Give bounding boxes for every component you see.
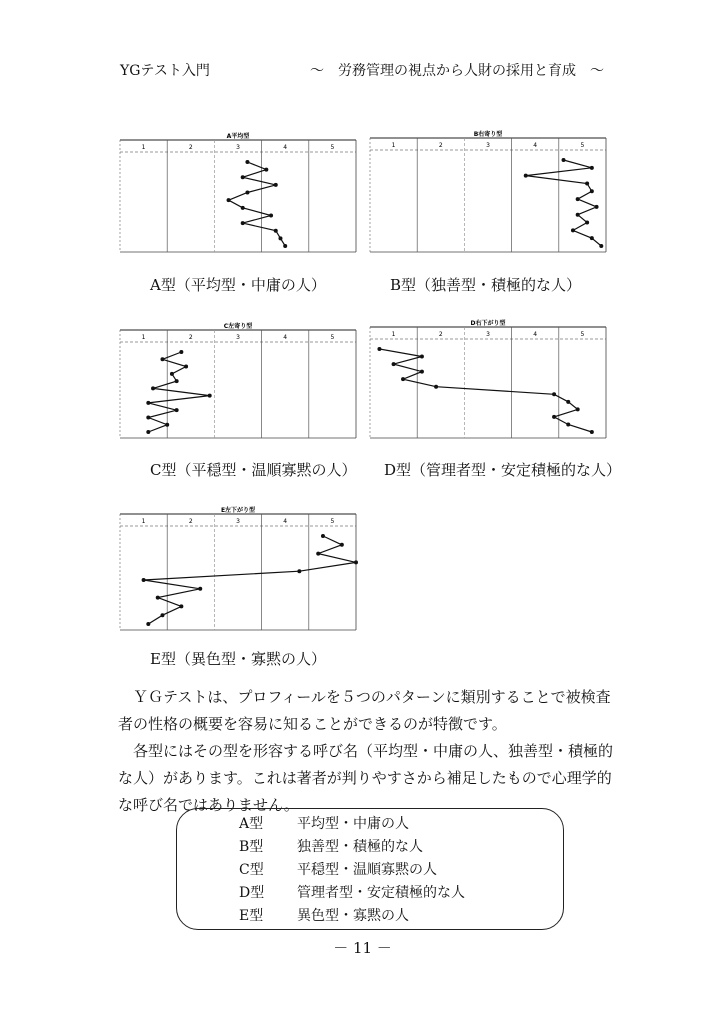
profile-point	[160, 357, 164, 361]
profile-point	[179, 350, 183, 354]
summary-row-d	[239, 882, 465, 902]
summary-desc: 独善型・積極的な人	[297, 839, 423, 855]
profile-point	[420, 370, 424, 374]
chart-title: E左下がり型	[220, 507, 256, 514]
summary-box	[176, 808, 564, 930]
chart-title: A平均型	[226, 133, 250, 140]
profile-point	[420, 355, 424, 359]
profile-point	[576, 407, 580, 411]
profile-point	[552, 415, 556, 419]
chart-title: B右寄り型	[473, 131, 503, 138]
profile-point	[142, 578, 146, 582]
caption-c: C型（平穏型・温順寡黙の人）	[150, 461, 357, 479]
chart-svg	[118, 504, 358, 634]
profile-point	[241, 221, 245, 225]
profile-point	[599, 244, 603, 248]
profile-point	[321, 534, 325, 538]
profile-point	[377, 347, 381, 351]
summary-row-a	[239, 813, 409, 833]
tick-label: 3	[486, 142, 490, 149]
paragraph-1: ＹＧテストは、プロフィールを５つのパターンに類別することで被検査者の性格の概要を容易に知ることができるのが特徴です。	[118, 688, 611, 733]
profile-point	[227, 198, 231, 202]
profile-point	[146, 401, 150, 405]
tick-label: 5	[580, 331, 585, 338]
profile-point	[146, 430, 150, 434]
profile-point	[245, 160, 249, 164]
tick-label: 2	[188, 518, 193, 525]
profile-point	[576, 213, 580, 217]
profile-point	[274, 229, 278, 233]
summary-desc: 管理者型・安定積極的な人	[297, 885, 465, 901]
tick-label: 3	[236, 144, 240, 151]
chart-title: D右下がり型	[470, 320, 506, 327]
profile-point	[392, 362, 396, 366]
profile-point	[278, 236, 282, 240]
caption-b: B型（独善型・積極的な人）	[390, 276, 582, 294]
summary-type: D型	[239, 885, 265, 901]
tick-label: 5	[330, 518, 335, 525]
profile-point	[156, 596, 160, 600]
profile-point	[274, 183, 278, 187]
profile-point	[146, 415, 150, 419]
summary-type: B型	[239, 839, 264, 855]
chart-svg	[368, 317, 608, 442]
tick-label: 4	[533, 331, 538, 338]
profile-point	[198, 587, 202, 591]
profile-point	[179, 604, 183, 608]
chart-e	[118, 504, 358, 634]
profile-point	[283, 244, 287, 248]
chart-svg	[368, 128, 608, 256]
tick-label: 4	[283, 144, 288, 151]
summary-type: E型	[239, 908, 264, 924]
profile-point	[208, 394, 212, 398]
tick-label: 3	[236, 518, 240, 525]
profile-point	[151, 386, 155, 390]
profile-line	[144, 536, 356, 624]
profile-point	[245, 191, 249, 195]
chart-d	[368, 317, 608, 442]
profile-point	[585, 221, 589, 225]
tick-label: 2	[438, 331, 443, 338]
profile-point	[595, 205, 599, 209]
profile-point	[354, 560, 358, 564]
tick-label: 4	[533, 142, 538, 149]
profile-point	[562, 158, 566, 162]
chart-b	[368, 128, 608, 256]
chart-title: C左寄り型	[223, 323, 253, 330]
tick-label: 5	[580, 142, 585, 149]
tick-label: 5	[330, 334, 335, 341]
chart-c	[118, 320, 358, 442]
tick-label: 1	[141, 334, 146, 341]
profile-point	[401, 377, 405, 381]
profile-point	[184, 365, 188, 369]
profile-line	[229, 162, 286, 246]
tick-label: 1	[391, 142, 396, 149]
profile-point	[566, 422, 570, 426]
summary-type: A型	[239, 816, 264, 832]
profile-line	[379, 349, 591, 432]
profile-point	[170, 372, 174, 376]
tick-label: 1	[141, 518, 146, 525]
profile-point	[175, 379, 179, 383]
tick-label: 2	[188, 334, 193, 341]
profile-line	[526, 160, 602, 246]
chart-svg	[118, 320, 358, 442]
profile-point	[241, 175, 245, 179]
book-title: YGテスト入門	[120, 63, 210, 79]
profile-point	[264, 168, 268, 172]
profile-point	[165, 423, 169, 427]
chart-svg	[118, 130, 358, 256]
caption-d: D型（管理者型・安定積極的な人）	[384, 461, 622, 479]
profile-point	[146, 622, 150, 626]
caption-a: A型（平均型・中庸の人）	[150, 276, 326, 294]
tick-label: 4	[283, 518, 288, 525]
tick-label: 4	[283, 334, 288, 341]
profile-point	[269, 213, 273, 217]
profile-point	[297, 569, 301, 573]
profile-point	[552, 392, 556, 396]
summary-row-e	[239, 905, 409, 925]
page-number: － 11 －	[333, 939, 392, 957]
tick-label: 3	[486, 331, 490, 338]
summary-row-c	[239, 859, 437, 879]
summary-desc: 平穏型・温順寡黙の人	[297, 862, 437, 878]
summary-row-b	[239, 836, 423, 856]
profile-point	[585, 181, 589, 185]
tick-label: 1	[141, 144, 146, 151]
profile-point	[434, 385, 438, 389]
profile-point	[590, 236, 594, 240]
tick-label: 2	[438, 142, 443, 149]
profile-point	[566, 400, 570, 404]
tick-label: 3	[236, 334, 240, 341]
profile-point	[340, 543, 344, 547]
summary-desc: 異色型・寡黙の人	[297, 908, 409, 924]
tick-label: 5	[330, 144, 335, 151]
profile-point	[571, 228, 575, 232]
profile-point	[590, 189, 594, 193]
paragraph-2: 各型にはその型を形容する呼び名（平均型・中庸の人、独善型・積極的な人）があります。これは著者が判りやすさから補足したもので心理学的な呼び名ではありません。	[118, 742, 614, 814]
profile-point	[524, 174, 528, 178]
profile-point	[316, 552, 320, 556]
profile-point	[241, 206, 245, 210]
profile-point	[160, 613, 164, 617]
chapter-subtitle: ～ 労務管理の視点から人財の採用と育成 ～	[310, 63, 604, 79]
profile-point	[175, 408, 179, 412]
summary-type: C型	[239, 862, 264, 878]
summary-desc: 平均型・中庸の人	[297, 816, 409, 832]
caption-e: E型（異色型・寡黙の人）	[150, 650, 326, 668]
chart-a	[118, 130, 358, 256]
tick-label: 1	[391, 331, 396, 338]
profile-line	[148, 352, 209, 432]
tick-label: 2	[188, 144, 193, 151]
profile-point	[590, 430, 594, 434]
profile-point	[576, 197, 580, 201]
profile-point	[590, 166, 594, 170]
